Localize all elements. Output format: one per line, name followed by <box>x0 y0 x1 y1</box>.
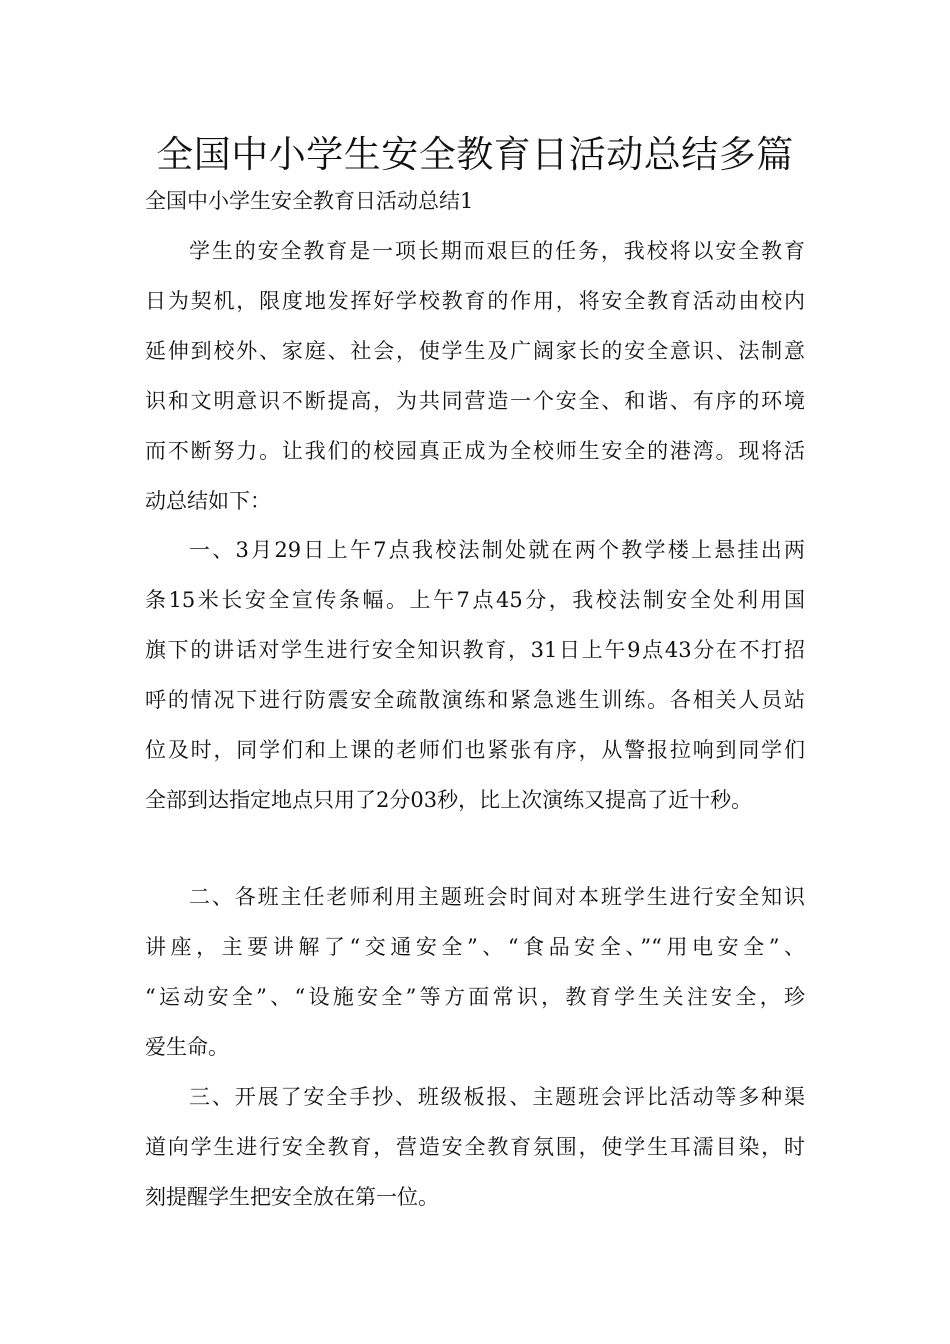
paragraph-line: 道向学生进行安全教育，营造安全教育氛围，使学生耳濡目染，时 <box>145 1135 805 1159</box>
document-title: 全国中小学生安全教育日活动总结多篇 <box>156 133 794 176</box>
paragraph-line: 延伸到校外、家庭、社会，使学生及广阔家长的安全意识、法制意 <box>145 339 805 363</box>
paragraph-line: 位及时，同学们和上课的老师们也紧张有序，从警报拉响到同学们 <box>145 738 805 762</box>
paragraph-line: 三、开展了安全手抄、班级板报、主题班会评比活动等多种渠 <box>189 1085 805 1109</box>
paragraph-line: 条15米长安全宣传条幅。上午7点45分，我校法制安全处利用国 <box>145 588 805 612</box>
paragraph-line: 学生的安全教育是一项长期而艰巨的任务，我校将以安全教育 <box>189 239 805 263</box>
paragraph-line: 动总结如下： <box>145 489 271 513</box>
paragraph-line: 一、3月29日上午7点我校法制处就在两个教学楼上悬挂出两 <box>189 538 805 562</box>
paragraph-intro <box>145 226 805 526</box>
paragraph-section-2 <box>145 872 805 1072</box>
paragraph-line: “运动安全”、“设施安全”等方面常识，教育学生关注安全，珍 <box>145 985 805 1009</box>
paragraph-line: 呼的情况下进行防震安全疏散演练和紧急逃生训练。各相关人员站 <box>145 688 805 712</box>
document-subtitle: 全国中小学生安全教育日活动总结1 <box>145 189 474 213</box>
paragraph-section-3 <box>145 1072 805 1222</box>
paragraph-line: 日为契机，限度地发挥好学校教育的作用，将安全教育活动由校内 <box>145 289 805 313</box>
paragraph-line: 二、各班主任老师利用主题班会时间对本班学生进行安全知识 <box>189 885 805 909</box>
paragraph-line: 识和文明意识不断提高，为共同营造一个安全、和谐、有序的环境 <box>145 389 805 413</box>
paragraph-line: 讲座，主要讲解了“交通安全”、“食品安全、”“用电安全”、 <box>145 935 805 959</box>
paragraph-section-1 <box>145 525 805 825</box>
paragraph-line: 而不断努力。让我们的校园真正成为全校师生安全的港湾。现将活 <box>145 439 805 463</box>
paragraph-line: 爱生命。 <box>145 1035 229 1059</box>
paragraph-line: 刻提醒学生把安全放在第一位。 <box>145 1185 439 1209</box>
paragraph-line: 全部到达指定地点只用了2分03秒，比上次演练又提高了近十秒。 <box>145 788 753 812</box>
paragraph-line: 旗下的讲话对学生进行安全知识教育，31日上午9点43分在不打招 <box>145 638 805 662</box>
